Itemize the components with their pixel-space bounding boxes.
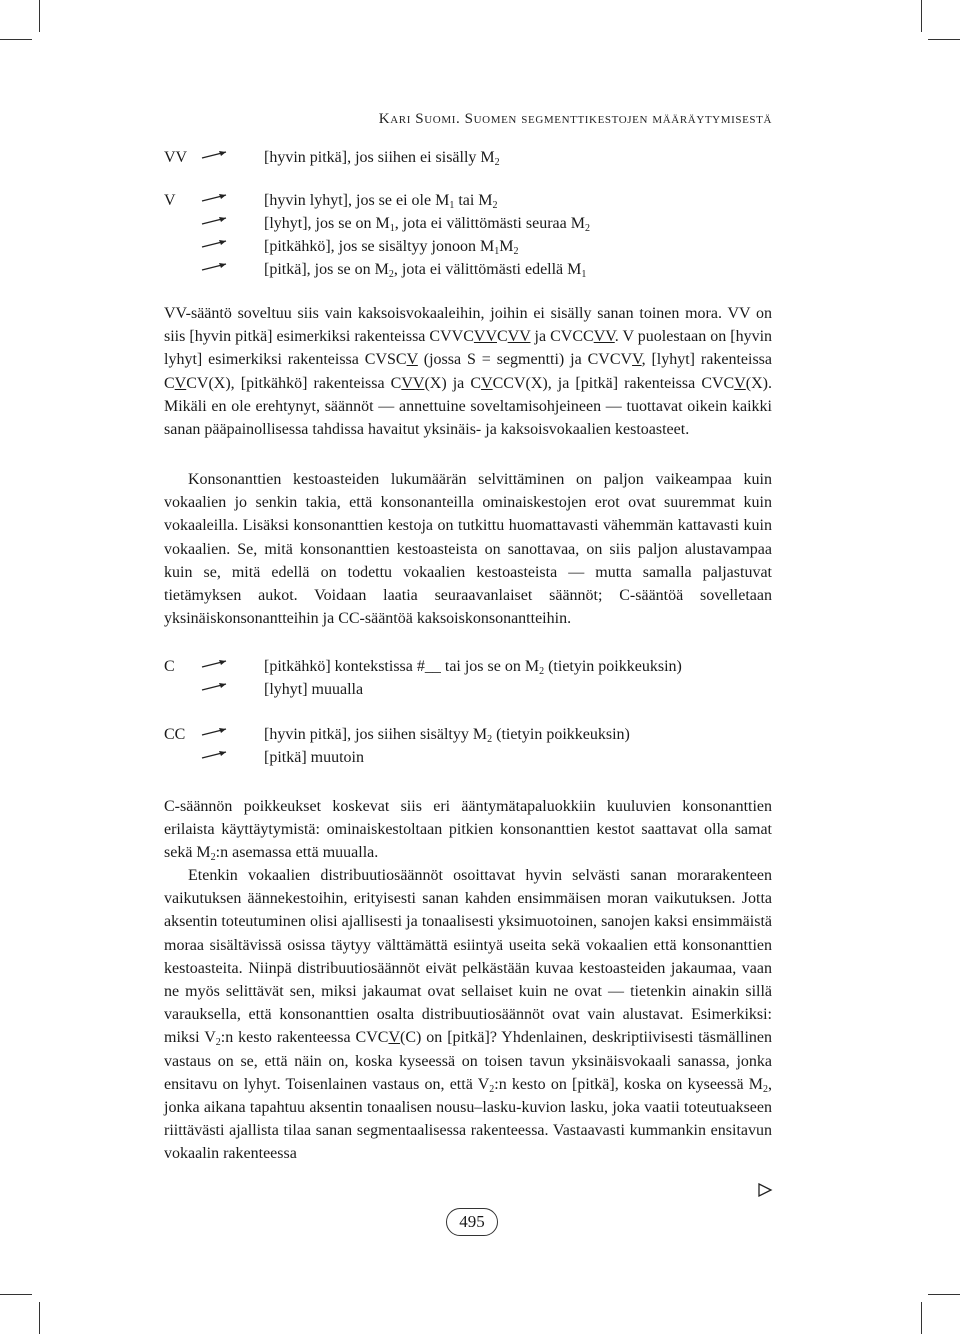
rule-text: [hyvin lyhyt], jos se ei ole $M_1$ tai $M_2$	[264, 192, 498, 211]
paragraph-3: C-säännön poikkeukset koskevat siis eri ääntymätapaluokkiin kuuluvien konsonanttien erilaista käyttäytymistä: ominaiskestoltaan pitkien konsonanttien kestot saattavat olla samat sekä $M_2:n$ asemassa että muualla.	[164, 798, 772, 864]
crop-mark	[921, 0, 922, 32]
arrow-icon	[200, 187, 230, 211]
crop-mark	[0, 39, 32, 40]
arrow-icon	[200, 233, 230, 257]
arrow-icon	[200, 210, 230, 234]
crop-mark	[39, 0, 40, 32]
rule-text: [pitkä], jos se on $M_2$, jota ei välittömästi edellä $M_1$	[264, 261, 587, 280]
rule-symbol: C	[164, 658, 175, 675]
rule-symbol: V	[164, 192, 176, 209]
rule-symbol: VV	[164, 149, 188, 166]
paragraph-2	[164, 468, 772, 630]
rule-text: [lyhyt], jos se on $M_1$, jota ei välittömästi seuraa $M_2$	[264, 215, 590, 234]
rule-text: [pitkähkö], jos se sisältyy jonoon $M_1M_2$	[264, 238, 519, 257]
arrow-icon	[200, 653, 230, 677]
triangle-right-icon	[757, 1182, 773, 1203]
crop-mark	[0, 1294, 32, 1295]
crop-mark	[928, 39, 960, 40]
rule-text: [lyhyt] muualla	[264, 681, 364, 698]
arrow-icon	[200, 721, 230, 745]
paragraph-4: Etenkin vokaalien distribuutiosäännöt osoittavat hyvin selvästi sanan morarakenteen vaikutuksen äännekestoihin, erityisesti sanan kahden ensimmäisen moran vaikutuksen. Jotta aksentin toteutuminen olisi ajallisesti ja tonaalisesti yksimuotoinen, sanojen kaksi ensimmäistä moraa sisältävissä osissa täytyy välttämättä esiintyä useita sekä vokaalien että konsonanttien kestoasteita. Niinpä distribuutiosäännöt eivät pelkästään kuvaa kestoasteiden jakaumaa, vaan ne myös selittävät sen, miksi jakaumat ovat sellaiset kuin ne ovat — tietenkin ainakin sillä varauksella, että konsonanttien osalta distribuutiosäännöt ovat vain alustavat. Esimerkiksi: miksi $V_2:n$ kesto rakenteessa CVCV(C) on [pitkä]? Yhdenlainen, deskriptiivisesti täsmällinen vastaus on se, että näin on, koska kyseessä on toisen tavun yksinäisvokaali sanassa, jonka ensitavu on lyhyt. Toisenlainen vastaus on, että $V_2:n$ kesto on [pitkä], koska on kyseessä $M_2$, jonka aikana tapahtuu aksentin tonaalisen nousu–lasku-kuvion lasku, joka vaatii toteutuakseen riittävästi ajallista tilaa sanan segmentaalisessa rakenteessa. Vastaavasti kummankin ensitavun vokaalin rakenteessa	[164, 867, 773, 1163]
arrow-icon	[200, 256, 230, 280]
running-header: Kari Suomi. Suomen segmenttikestojen määräytymisestä	[378, 111, 772, 127]
rule-text: [pitkä] muutoin	[264, 749, 364, 766]
page-number: 495	[446, 1208, 498, 1236]
arrow-icon	[200, 144, 230, 168]
arrow-icon	[200, 744, 230, 768]
rule-text: [pitkähkö] kontekstissa #__ tai jos se on $M_2$ (tietyin poikkeuksin)	[264, 658, 682, 677]
rule-symbol: CC	[164, 726, 186, 743]
crop-mark	[921, 1302, 922, 1334]
paragraph-1: VV-sääntö soveltuu siis vain kaksoisvokaaleihin, joihin ei sisälly sanan toinen mora. VV on siis [hyvin pitkä] esimerkiksi rakenteissa CVVCVVCVV ja CVCCVV. V puolestaan on [hyvin lyhyt] esimerkiksi rakenteissa CVSCV (jossa S = segmentti) ja CVCVV, [lyhyt] rakenteissa CVCV(X), [pitkähkö] rakenteissa CVV(X) ja CVCCV(X), ja [pitkä] rakenteissa CVCV(X). Mikäli en ole erehtynyt, säännöt — annettuine soveltamisohjeineen — tuottavat oikein kaikki sanan pääpainollisessa tahdissa havaitut yksinäis- ja kaksoisvokaalien kestoasteet.	[164, 305, 773, 439]
arrow-icon	[200, 676, 230, 700]
rule-text: [hyvin pitkä], jos siihen ei sisälly $M_2$	[264, 149, 500, 168]
paragraph-text: Konsonanttien kestoasteiden lukumäärän selvittäminen on paljon vaikeampaa kuin vokaalien jo senkin takia, että konsonanteilla ominaiskestojen erot ovat suuremmat kuin vokaaleilla. Lisäksi konsonanttien kestoja on tutkittu huomattavasti vähemmän kattavasti kuin vokaalien. Se, mitä konsonanttien kestoasteista on sanottavaa, on siis paljon alustavampaa kuin se, mitä edellä on todettu vokaalien kestoasteista — mutta samalla paljastuvat tietämyksen aukot. Voidaan laatia seuraavanlaiset säännöt; C-sääntöä sovelletaan yksinäiskonsonantteihin ja CC-sääntöä kaksoiskonsonantteihin.	[164, 471, 772, 628]
crop-mark	[928, 1294, 960, 1295]
crop-mark	[39, 1302, 40, 1334]
text-line: VV-sääntö soveltuu siis vain kaksoisvokaaleihin, joihin ei sisälly sanan toinen mora.	[164, 305, 722, 322]
rule-text: [hyvin pitkä], jos siihen sisältyy $M_2$ (tietyin poikkeuksin)	[264, 726, 630, 745]
